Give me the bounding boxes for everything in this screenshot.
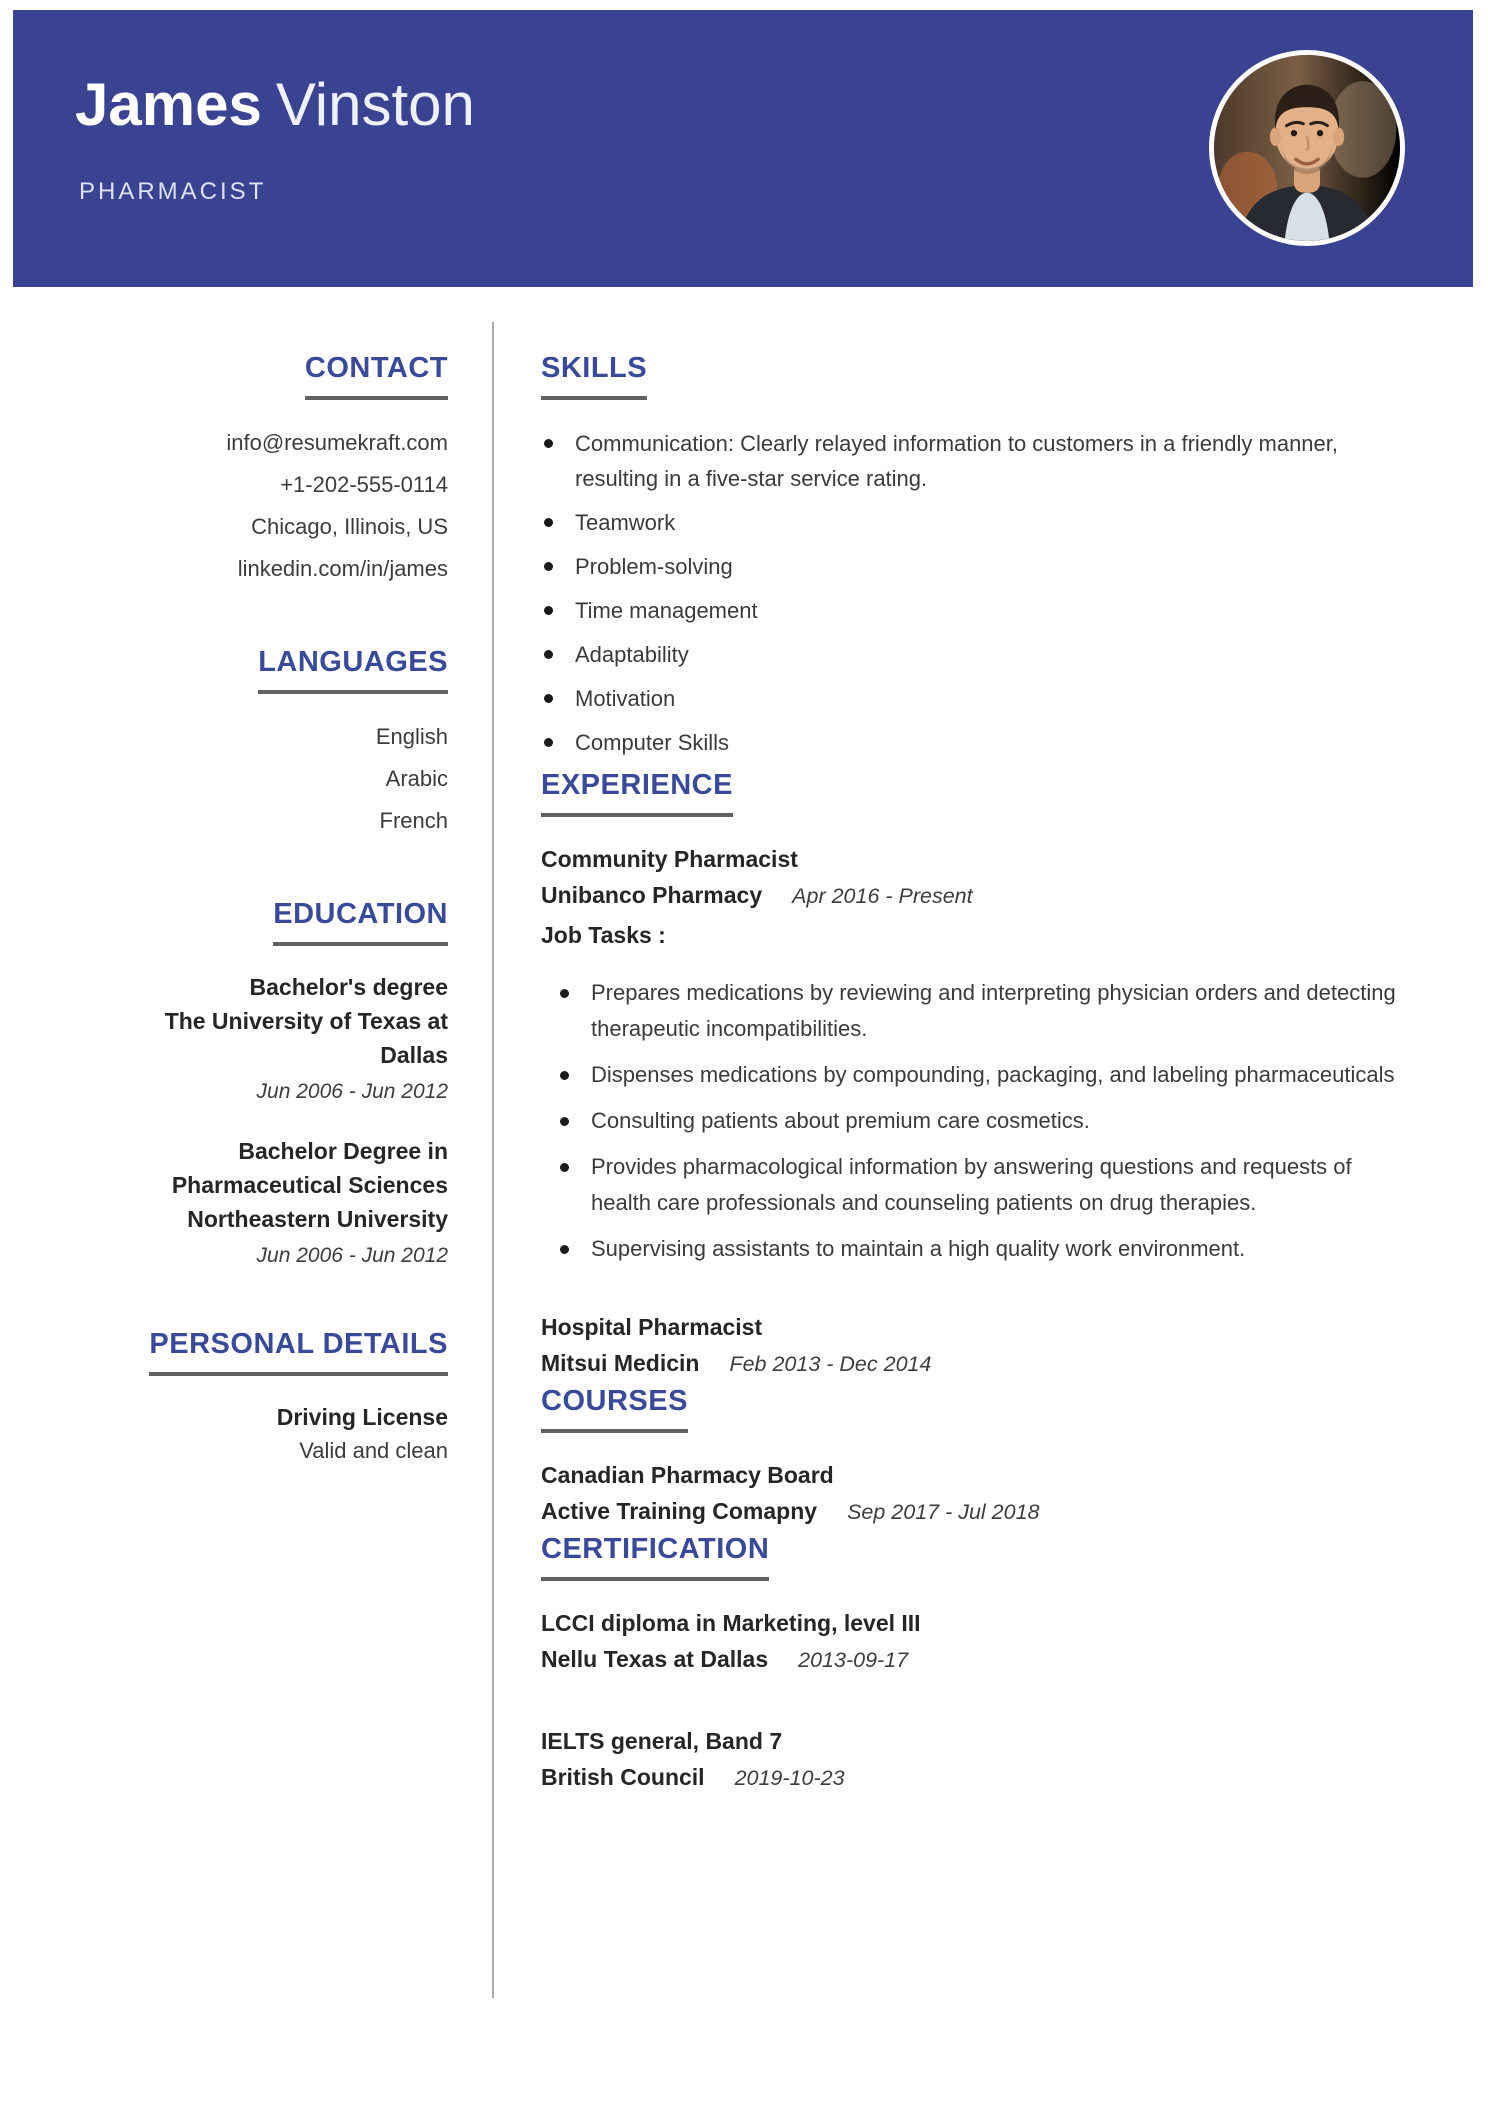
course-entry xyxy=(541,1457,1421,1533)
header-band xyxy=(13,10,1473,287)
avatar xyxy=(1209,50,1405,246)
education-school: The University of Texas at Dallas xyxy=(164,1008,448,1068)
skills-section xyxy=(541,352,1421,760)
contact-location: Chicago, Illinois, US xyxy=(251,514,448,539)
course-dates: Sep 2017 - Jul 2018 xyxy=(847,1500,1040,1524)
job-company: Mitsui Medicin xyxy=(541,1350,700,1376)
main-column xyxy=(541,352,1421,1799)
skill-item: Communication: Clearly relayed information to customers in a friendly manner, resulting in a five-star service rating. xyxy=(541,426,1401,496)
contact-phone: +1-202-555-0114 xyxy=(280,472,448,497)
education-dates: Jun 2006 - Jun 2012 xyxy=(256,1080,448,1103)
skill-item: Problem-solving xyxy=(541,549,1401,584)
skill-item: Motivation xyxy=(541,681,1401,716)
skills-list xyxy=(541,426,1401,760)
avatar-illustration xyxy=(1214,55,1400,241)
first-name: James xyxy=(75,71,262,138)
job-dates: Apr 2016 - Present xyxy=(792,884,973,908)
personal-detail-label: Driving License xyxy=(276,1404,448,1430)
education-dates: Jun 2006 - Jun 2012 xyxy=(256,1244,448,1267)
education-degree: Bachelor's degree xyxy=(249,974,448,1000)
course-provider-row xyxy=(541,1493,1421,1533)
job-task: Prepares medications by reviewing and interpreting physician orders and detecting therapeutic incompatibilities. xyxy=(557,975,1417,1047)
job-title: Hospital Pharmacist xyxy=(541,1314,763,1340)
certification-name: IELTS general, Band 7 xyxy=(541,1728,783,1754)
personal-details-section xyxy=(100,1328,448,1467)
job-tasks-label: Job Tasks : xyxy=(541,922,666,948)
job-task: Supervising assistants to maintain a high quality work environment. xyxy=(557,1231,1417,1267)
education-degree: Bachelor Degree in Pharmaceutical Sciences xyxy=(171,1138,448,1198)
courses-heading: COURSES xyxy=(541,1385,688,1433)
course-name: Canadian Pharmacy Board xyxy=(541,1462,834,1488)
education-entry xyxy=(100,1134,448,1272)
job-task: Consulting patients about premium care cosmetics. xyxy=(557,1103,1417,1139)
languages-section xyxy=(100,646,448,842)
person-job-title: PHARMACIST xyxy=(79,178,267,205)
job-company-row xyxy=(541,1345,1421,1385)
job-task: Dispenses medications by compounding, packaging, and labeling pharmaceuticals xyxy=(557,1057,1417,1093)
certification-dates: 2019-10-23 xyxy=(734,1766,845,1790)
language-item: Arabic xyxy=(385,766,448,791)
certification-entry xyxy=(541,1605,1421,1681)
job-entry xyxy=(541,1309,1421,1385)
education-entry xyxy=(100,970,448,1108)
education-heading: EDUCATION xyxy=(273,898,448,946)
contact-list xyxy=(100,422,448,590)
personal-detail-entry xyxy=(100,1400,448,1467)
certification-section xyxy=(541,1533,1421,1799)
experience-section xyxy=(541,769,1421,1385)
personal-details-heading: PERSONAL DETAILS xyxy=(149,1328,448,1376)
skill-item: Time management xyxy=(541,593,1401,628)
certification-provider-row xyxy=(541,1759,1421,1799)
job-entry xyxy=(541,841,1421,1267)
contact-heading: CONTACT xyxy=(305,352,448,400)
languages-list xyxy=(100,716,448,842)
certification-name: LCCI diploma in Marketing, level III xyxy=(541,1610,921,1636)
language-item: English xyxy=(375,724,448,749)
contact-linkedin: linkedin.com/in/james xyxy=(237,556,448,581)
job-company: Unibanco Pharmacy xyxy=(541,882,763,908)
education-school: Northeastern University xyxy=(187,1206,448,1232)
certification-entry xyxy=(541,1723,1421,1799)
certification-dates: 2013-09-17 xyxy=(798,1648,909,1672)
certification-heading: CERTIFICATION xyxy=(541,1533,769,1581)
education-section xyxy=(100,898,448,1272)
courses-section xyxy=(541,1385,1421,1533)
skills-heading: SKILLS xyxy=(541,352,647,400)
sidebar xyxy=(100,352,448,1523)
job-tasks-list xyxy=(557,975,1417,1267)
skill-item: Teamwork xyxy=(541,505,1401,540)
job-title: Community Pharmacist xyxy=(541,846,798,872)
language-item: French xyxy=(379,808,448,833)
personal-detail-value: Valid and clean xyxy=(299,1438,448,1463)
experience-heading: EXPERIENCE xyxy=(541,769,733,817)
column-divider xyxy=(492,322,494,1998)
course-provider: Active Training Comapny xyxy=(541,1498,818,1524)
certification-provider-row xyxy=(541,1641,1421,1681)
job-company-row xyxy=(541,877,1421,917)
person-name xyxy=(75,72,475,138)
certification-provider: Nellu Texas at Dallas xyxy=(541,1646,769,1672)
contact-email: info@resumekraft.com xyxy=(226,430,448,455)
languages-heading: LANGUAGES xyxy=(258,646,448,694)
certification-provider: British Council xyxy=(541,1764,705,1790)
job-task: Provides pharmacological information by answering questions and requests of health care professionals and counseling patients on drug therapies. xyxy=(557,1149,1417,1221)
job-dates: Feb 2013 - Dec 2014 xyxy=(729,1352,932,1376)
skill-item: Computer Skills xyxy=(541,725,1401,760)
last-name: Vinston xyxy=(275,71,475,138)
skill-item: Adaptability xyxy=(541,637,1401,672)
contact-section xyxy=(100,352,448,590)
